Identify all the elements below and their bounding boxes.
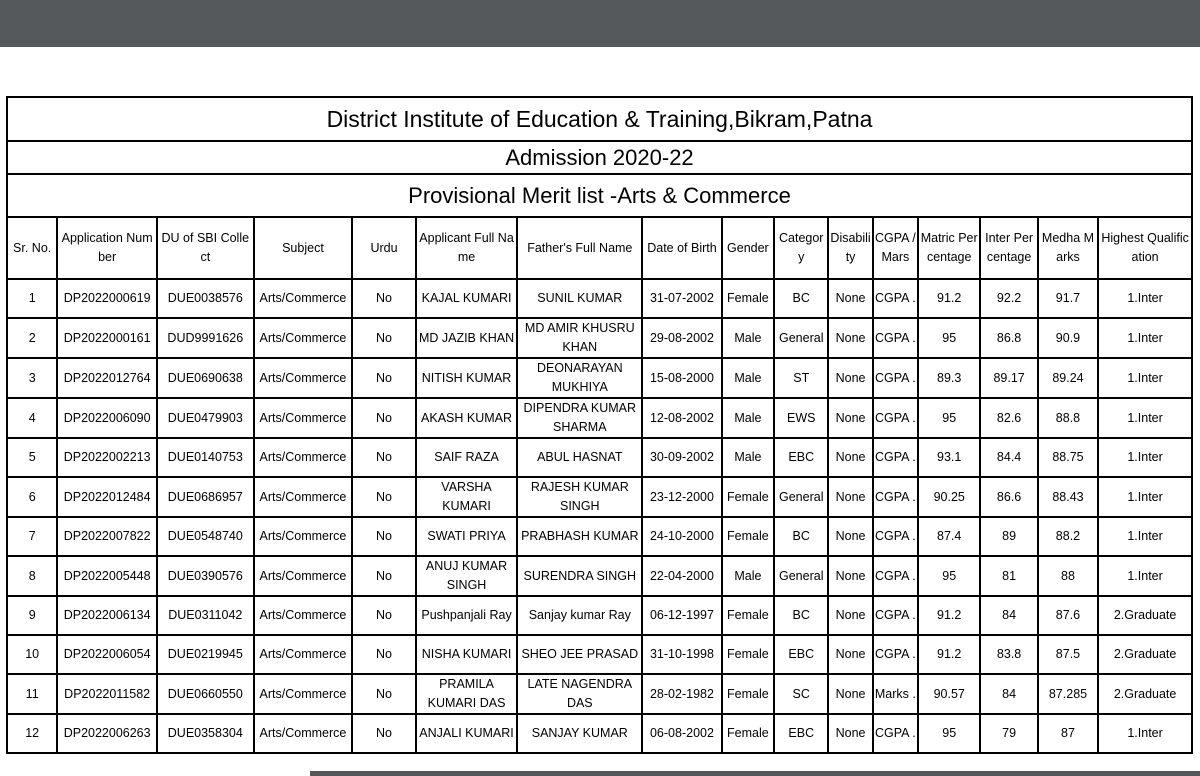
cell-cgpa-marks: CGPA . — [873, 358, 918, 398]
cell-application-number: DP2022002213 — [57, 438, 157, 477]
cell-father-name: SHEO JEE PRASAD — [517, 635, 642, 674]
table-row — [7, 358, 1192, 398]
cell-du-sbi-collect: DUE0140753 — [157, 438, 254, 477]
cell-father-name: DEONARAYAN MUKHIYA — [517, 358, 642, 398]
cell-sr-no: 7 — [7, 517, 57, 556]
cell-du-sbi-collect: DUD9991626 — [157, 318, 254, 358]
cell-medha-marks: 89.24 — [1038, 358, 1098, 398]
cell-applicant-name: NITISH KUMAR — [416, 358, 518, 398]
cell-cgpa-marks: CGPA . — [873, 279, 918, 318]
cell-highest-qualification: 1.Inter — [1098, 517, 1192, 556]
cell-date-of-birth: 06-12-1997 — [642, 596, 722, 635]
cell-application-number: DP2022006263 — [57, 714, 157, 753]
column-header-applicant-name: Applicant Full Name — [416, 217, 518, 279]
cell-inter-percentage: 79 — [980, 714, 1037, 753]
cell-application-number: DP2022006134 — [57, 596, 157, 635]
cell-sr-no: 11 — [7, 674, 57, 714]
cell-category: BC — [774, 596, 828, 635]
cell-disability: None — [828, 714, 872, 753]
cell-urdu: No — [352, 674, 415, 714]
cell-medha-marks: 90.9 — [1038, 318, 1098, 358]
cell-application-number: DP2022011582 — [57, 674, 157, 714]
cell-gender: Female — [722, 477, 774, 517]
cell-inter-percentage: 92.2 — [980, 279, 1037, 318]
table-row — [7, 714, 1192, 753]
cell-date-of-birth: 28-02-1982 — [642, 674, 722, 714]
cell-du-sbi-collect: DUE0358304 — [157, 714, 254, 753]
institute-title: District Institute of Education & Training,Bikram,Patna — [7, 97, 1192, 141]
cell-application-number: DP2022000161 — [57, 318, 157, 358]
cell-matric-percentage: 90.57 — [918, 674, 980, 714]
table-row — [7, 318, 1192, 358]
cell-du-sbi-collect: DUE0660550 — [157, 674, 254, 714]
table-row — [7, 556, 1192, 596]
cell-highest-qualification: 1.Inter — [1098, 279, 1192, 318]
cell-application-number: DP2022012484 — [57, 477, 157, 517]
cell-highest-qualification: 2.Graduate — [1098, 674, 1192, 714]
cell-du-sbi-collect: DUE0548740 — [157, 517, 254, 556]
cell-disability: None — [828, 318, 872, 358]
table-row — [7, 596, 1192, 635]
cell-highest-qualification: 1.Inter — [1098, 438, 1192, 477]
cell-du-sbi-collect: DUE0390576 — [157, 556, 254, 596]
cell-applicant-name: NISHA KUMARI — [416, 635, 518, 674]
cell-category: BC — [774, 517, 828, 556]
cell-father-name: SANJAY KUMAR — [517, 714, 642, 753]
cell-category: General — [774, 477, 828, 517]
cell-date-of-birth: 22-04-2000 — [642, 556, 722, 596]
table-row — [7, 477, 1192, 517]
cell-disability: None — [828, 477, 872, 517]
merit-list-sheet — [6, 96, 1193, 771]
cell-gender: Female — [722, 714, 774, 753]
table-row — [7, 438, 1192, 477]
cell-category: EWS — [774, 398, 828, 438]
cell-matric-percentage: 91.2 — [918, 279, 980, 318]
cell-medha-marks: 88.2 — [1038, 517, 1098, 556]
cell-applicant-name: Pushpanjali Ray — [416, 596, 518, 635]
cell-father-name: SURENDRA SINGH — [517, 556, 642, 596]
cell-du-sbi-collect: DUE0311042 — [157, 596, 254, 635]
cell-cgpa-marks: Marks . — [873, 674, 918, 714]
cell-matric-percentage: 95 — [918, 556, 980, 596]
cell-applicant-name: SWATI PRIYA — [416, 517, 518, 556]
cell-urdu: No — [352, 714, 415, 753]
column-header-du-sbi-collect: DU of SBI Collect — [157, 217, 254, 279]
cell-sr-no: 12 — [7, 714, 57, 753]
cell-subject: Arts/Commerce — [254, 714, 353, 753]
cell-medha-marks: 87.5 — [1038, 635, 1098, 674]
cell-inter-percentage: 86.6 — [980, 477, 1037, 517]
cell-cgpa-marks: CGPA . — [873, 438, 918, 477]
cell-gender: Male — [722, 438, 774, 477]
cell-medha-marks: 87.6 — [1038, 596, 1098, 635]
cell-applicant-name: VARSHA KUMARI — [416, 477, 518, 517]
cell-father-name: Sanjay kumar Ray — [517, 596, 642, 635]
cell-category: BC — [774, 279, 828, 318]
cell-disability: None — [828, 438, 872, 477]
column-header-highest-qualification: Highest Qualification — [1098, 217, 1192, 279]
column-header-urdu: Urdu — [352, 217, 415, 279]
cell-matric-percentage: 90.25 — [918, 477, 980, 517]
cell-subject: Arts/Commerce — [254, 517, 353, 556]
cell-urdu: No — [352, 596, 415, 635]
cell-disability: None — [828, 556, 872, 596]
column-header-gender: Gender — [722, 217, 774, 279]
merit-list-body — [7, 279, 1192, 753]
cell-gender: Female — [722, 517, 774, 556]
cell-inter-percentage: 81 — [980, 556, 1037, 596]
cell-date-of-birth: 23-12-2000 — [642, 477, 722, 517]
cell-inter-percentage: 84 — [980, 596, 1037, 635]
cell-father-name: RAJESH KUMAR SINGH — [517, 477, 642, 517]
cell-matric-percentage: 89.3 — [918, 358, 980, 398]
column-header-subject: Subject — [254, 217, 353, 279]
cell-date-of-birth: 15-08-2000 — [642, 358, 722, 398]
cell-sr-no: 2 — [7, 318, 57, 358]
cell-inter-percentage: 89.17 — [980, 358, 1037, 398]
cell-date-of-birth: 31-10-1998 — [642, 635, 722, 674]
cell-applicant-name: AKASH KUMAR — [416, 398, 518, 438]
viewer-top-bar — [0, 0, 1200, 47]
cell-applicant-name: KAJAL KUMARI — [416, 279, 518, 318]
table-row — [7, 635, 1192, 674]
cell-cgpa-marks: CGPA . — [873, 596, 918, 635]
cell-subject: Arts/Commerce — [254, 438, 353, 477]
table-row — [7, 398, 1192, 438]
cell-applicant-name: MD JAZIB KHAN — [416, 318, 518, 358]
cell-disability: None — [828, 358, 872, 398]
cell-disability: None — [828, 398, 872, 438]
column-header-disability: Disability — [828, 217, 872, 279]
cell-du-sbi-collect: DUE0038576 — [157, 279, 254, 318]
cell-inter-percentage: 83.8 — [980, 635, 1037, 674]
cell-medha-marks: 87.285 — [1038, 674, 1098, 714]
viewer-bottom-strip — [310, 771, 1200, 776]
cell-disability: None — [828, 279, 872, 318]
cell-sr-no: 9 — [7, 596, 57, 635]
cell-inter-percentage: 86.8 — [980, 318, 1037, 358]
column-header-row — [7, 217, 1192, 279]
cell-subject: Arts/Commerce — [254, 635, 353, 674]
cell-gender: Male — [722, 358, 774, 398]
cell-urdu: No — [352, 318, 415, 358]
column-header-cgpa-marks: CGPA /Mars — [873, 217, 918, 279]
cell-subject: Arts/Commerce — [254, 398, 353, 438]
admission-session: Admission 2020-22 — [7, 141, 1192, 174]
cell-cgpa-marks: CGPA . — [873, 556, 918, 596]
cell-inter-percentage: 84 — [980, 674, 1037, 714]
cell-medha-marks: 88.8 — [1038, 398, 1098, 438]
cell-date-of-birth: 31-07-2002 — [642, 279, 722, 318]
cell-highest-qualification: 1.Inter — [1098, 398, 1192, 438]
cell-category: EBC — [774, 438, 828, 477]
cell-subject: Arts/Commerce — [254, 358, 353, 398]
cell-matric-percentage: 95 — [918, 714, 980, 753]
cell-gender: Male — [722, 556, 774, 596]
cell-subject: Arts/Commerce — [254, 279, 353, 318]
table-row — [7, 517, 1192, 556]
cell-applicant-name: SAIF RAZA — [416, 438, 518, 477]
cell-highest-qualification: 1.Inter — [1098, 556, 1192, 596]
cell-sr-no: 6 — [7, 477, 57, 517]
cell-category: EBC — [774, 714, 828, 753]
cell-application-number: DP2022005448 — [57, 556, 157, 596]
cell-urdu: No — [352, 517, 415, 556]
cell-gender: Female — [722, 279, 774, 318]
cell-disability: None — [828, 596, 872, 635]
cell-medha-marks: 87 — [1038, 714, 1098, 753]
cell-urdu: No — [352, 398, 415, 438]
table-row — [7, 674, 1192, 714]
cell-applicant-name: PRAMILA KUMARI DAS — [416, 674, 518, 714]
cell-gender: Male — [722, 318, 774, 358]
cell-highest-qualification: 1.Inter — [1098, 358, 1192, 398]
cell-sr-no: 1 — [7, 279, 57, 318]
cell-urdu: No — [352, 556, 415, 596]
column-header-inter-percentage: Inter Percentage — [980, 217, 1037, 279]
cell-disability: None — [828, 517, 872, 556]
cell-father-name: SUNIL KUMAR — [517, 279, 642, 318]
cell-subject: Arts/Commerce — [254, 318, 353, 358]
cell-date-of-birth: 12-08-2002 — [642, 398, 722, 438]
cell-date-of-birth: 06-08-2002 — [642, 714, 722, 753]
cell-category: EBC — [774, 635, 828, 674]
cell-medha-marks: 88.75 — [1038, 438, 1098, 477]
cell-father-name: DIPENDRA KUMAR SHARMA — [517, 398, 642, 438]
cell-date-of-birth: 24-10-2000 — [642, 517, 722, 556]
cell-highest-qualification: 2.Graduate — [1098, 635, 1192, 674]
cell-inter-percentage: 89 — [980, 517, 1037, 556]
cell-subject: Arts/Commerce — [254, 477, 353, 517]
cell-urdu: No — [352, 279, 415, 318]
cell-cgpa-marks: CGPA . — [873, 517, 918, 556]
cell-highest-qualification: 1.Inter — [1098, 318, 1192, 358]
column-header-medha-marks: Medha Marks — [1038, 217, 1098, 279]
cell-sr-no: 3 — [7, 358, 57, 398]
column-header-application-number: Application Number — [57, 217, 157, 279]
cell-father-name: ABUL HASNAT — [517, 438, 642, 477]
column-header-matric-percentage: Matric Percentage — [918, 217, 980, 279]
column-header-date-of-birth: Date of Birth — [642, 217, 722, 279]
cell-category: ST — [774, 358, 828, 398]
cell-category: SC — [774, 674, 828, 714]
cell-du-sbi-collect: DUE0479903 — [157, 398, 254, 438]
cell-highest-qualification: 1.Inter — [1098, 477, 1192, 517]
cell-urdu: No — [352, 635, 415, 674]
cell-medha-marks: 88.43 — [1038, 477, 1098, 517]
cell-cgpa-marks: CGPA . — [873, 398, 918, 438]
cell-inter-percentage: 82.6 — [980, 398, 1037, 438]
cell-sr-no: 10 — [7, 635, 57, 674]
cell-matric-percentage: 87.4 — [918, 517, 980, 556]
cell-highest-qualification: 2.Graduate — [1098, 596, 1192, 635]
cell-urdu: No — [352, 438, 415, 477]
cell-disability: None — [828, 635, 872, 674]
cell-subject: Arts/Commerce — [254, 556, 353, 596]
cell-cgpa-marks: CGPA . — [873, 318, 918, 358]
cell-cgpa-marks: CGPA . — [873, 477, 918, 517]
cell-date-of-birth: 30-09-2002 — [642, 438, 722, 477]
cell-category: General — [774, 318, 828, 358]
cell-sr-no: 8 — [7, 556, 57, 596]
cell-father-name: PRABHASH KUMAR — [517, 517, 642, 556]
cell-application-number: DP2022007822 — [57, 517, 157, 556]
cell-application-number: DP2022000619 — [57, 279, 157, 318]
cell-sr-no: 5 — [7, 438, 57, 477]
cell-matric-percentage: 95 — [918, 398, 980, 438]
merit-list-title: Provisional Merit list -Arts & Commerce — [7, 174, 1192, 217]
cell-matric-percentage: 91.2 — [918, 596, 980, 635]
cell-du-sbi-collect: DUE0690638 — [157, 358, 254, 398]
cell-date-of-birth: 29-08-2002 — [642, 318, 722, 358]
table-row — [7, 279, 1192, 318]
cell-highest-qualification: 1.Inter — [1098, 714, 1192, 753]
cell-matric-percentage: 91.2 — [918, 635, 980, 674]
cell-gender: Female — [722, 635, 774, 674]
cell-inter-percentage: 84.4 — [980, 438, 1037, 477]
cell-urdu: No — [352, 477, 415, 517]
cell-matric-percentage: 93.1 — [918, 438, 980, 477]
cell-urdu: No — [352, 358, 415, 398]
column-header-father-name: Father's Full Name — [517, 217, 642, 279]
cell-cgpa-marks: CGPA . — [873, 714, 918, 753]
cell-application-number: DP2022006054 — [57, 635, 157, 674]
cell-father-name: LATE NAGENDRA DAS — [517, 674, 642, 714]
cell-gender: Female — [722, 596, 774, 635]
cell-subject: Arts/Commerce — [254, 596, 353, 635]
cell-applicant-name: ANUJ KUMAR SINGH — [416, 556, 518, 596]
cell-subject: Arts/Commerce — [254, 674, 353, 714]
cell-gender: Female — [722, 674, 774, 714]
cell-du-sbi-collect: DUE0219945 — [157, 635, 254, 674]
cell-du-sbi-collect: DUE0686957 — [157, 477, 254, 517]
cell-gender: Male — [722, 398, 774, 438]
cell-category: General — [774, 556, 828, 596]
cell-medha-marks: 91.7 — [1038, 279, 1098, 318]
column-header-category: Category — [774, 217, 828, 279]
cell-cgpa-marks: CGPA . — [873, 635, 918, 674]
column-header-sr-no: Sr. No. — [7, 217, 57, 279]
cell-matric-percentage: 95 — [918, 318, 980, 358]
cell-father-name: MD AMIR KHUSRU KHAN — [517, 318, 642, 358]
cell-sr-no: 4 — [7, 398, 57, 438]
cell-disability: None — [828, 674, 872, 714]
cell-application-number: DP2022006090 — [57, 398, 157, 438]
cell-applicant-name: ANJALI KUMARI — [416, 714, 518, 753]
cell-application-number: DP2022012764 — [57, 358, 157, 398]
cell-medha-marks: 88 — [1038, 556, 1098, 596]
merit-list-table — [6, 96, 1193, 754]
